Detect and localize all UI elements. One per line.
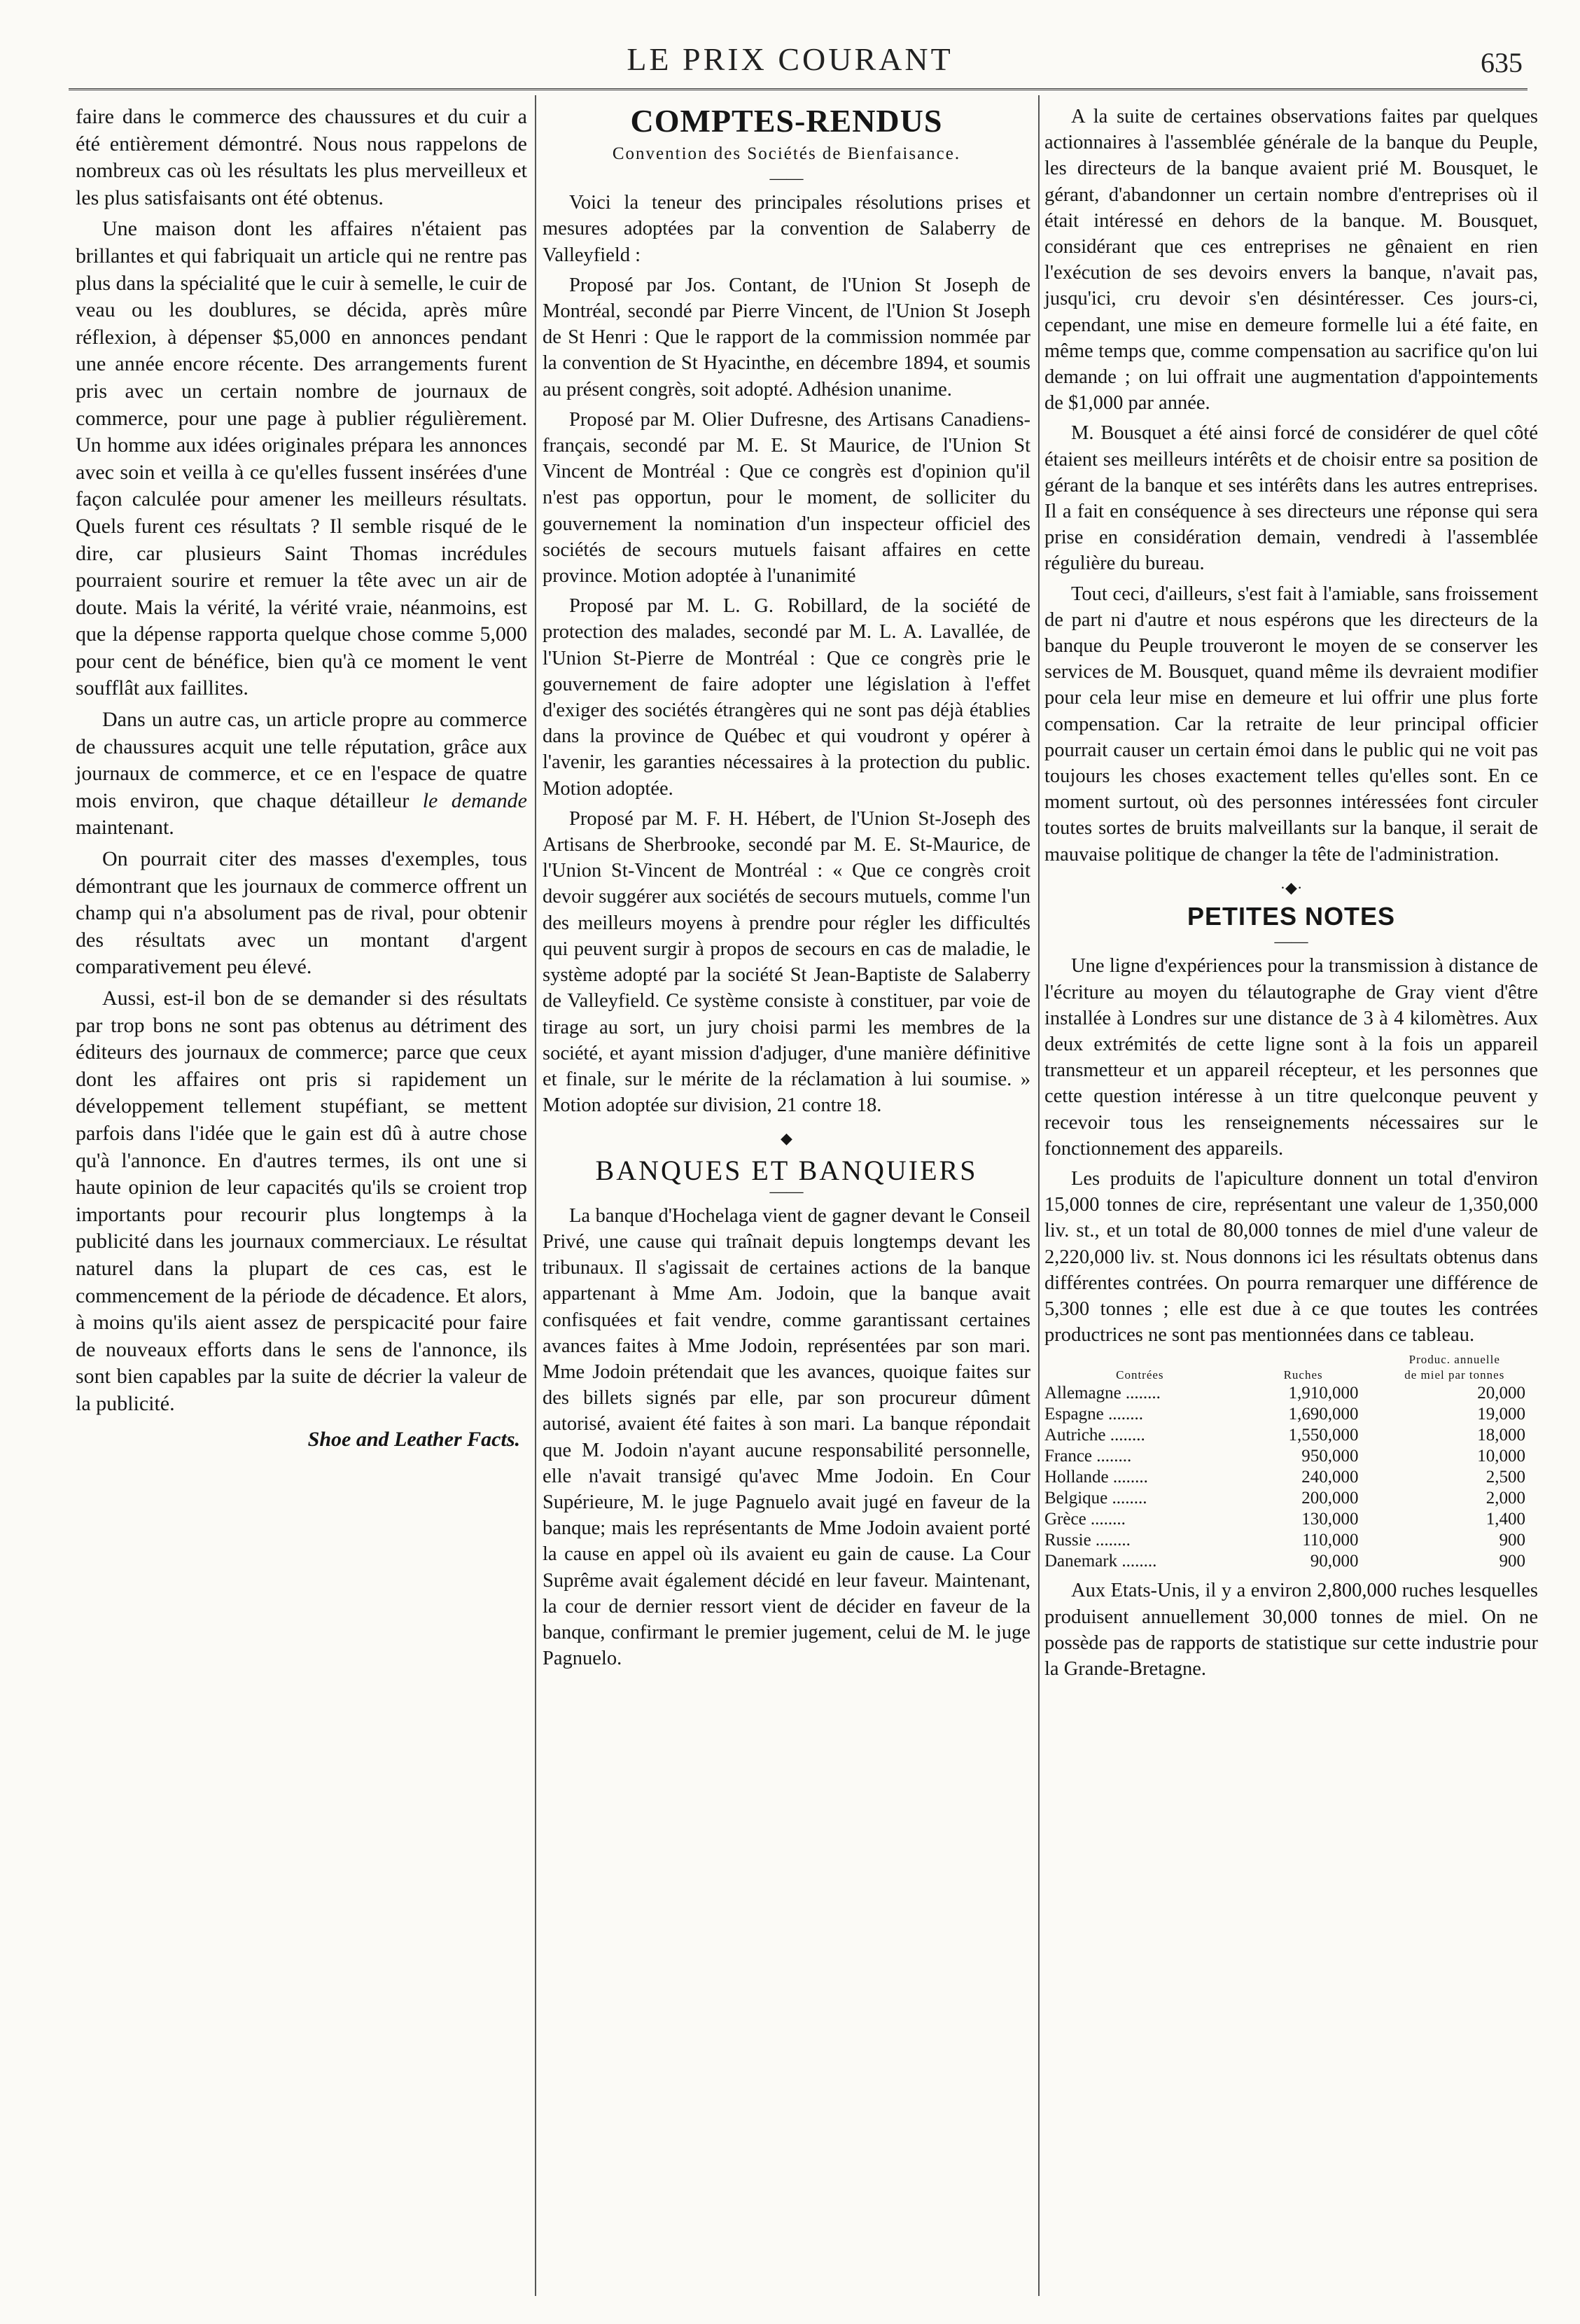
paragraph: faire dans le commerce des chaussures et du cuir a été entièrement démontré. Nous nous rappelons de nombreux cas où les résultats les plus merveilleux et les plus satisfaisants ont été obtenus. [76, 105, 527, 209]
hives-cell: 200,000 [1301, 1489, 1359, 1508]
table-row [1044, 1446, 1538, 1467]
column-header: Contrées [1116, 1368, 1164, 1382]
hives-cell: 90,000 [1310, 1552, 1359, 1571]
column-header: de miel par tonnes [1404, 1368, 1505, 1382]
honey-cell: 2,000 [1485, 1489, 1525, 1508]
paragraph [76, 707, 527, 842]
hives-cell: 130,000 [1301, 1510, 1359, 1529]
paragraph: A la suite de certaines observations faites par quelques actionnaires à l'assemblée générale de la banque du Peuple, les directeurs de la banque avaient prié M. Bousquet, le gérant, d'abandonner un certain nombre d'entreprises où il était intéressé en dehors de la banque. M. Bousquet, considérant que ces entreprises ne gênaient en rien l'exécution de ses devoirs envers la banque, n'avait pas, jusqu'ici, cru devoir s'en désintéresser. Ces jours-ci, cependant, une mise en demeure formelle lui a été faite, en même temps que, comme compensation au sacrifice qu'on lui demande ; on lui offrait une augmentation d'appointements de $1,000 par année. [1044, 106, 1538, 415]
section-title-comptes-rendus: COMPTES-RENDUS [630, 103, 943, 139]
honey-cell: 900 [1499, 1531, 1525, 1550]
honey-cell: 10,000 [1477, 1447, 1525, 1466]
country-cell: Hollande ........ [1044, 1468, 1148, 1487]
italic-phrase: le demande [422, 788, 528, 812]
table-row [1044, 1488, 1538, 1509]
honey-cell: 19,000 [1477, 1405, 1525, 1424]
hives-cell: 950,000 [1301, 1447, 1359, 1466]
divider-dash: —— [769, 169, 804, 188]
section-title-banques: BANQUES ET BANQUIERS [595, 1154, 978, 1186]
country-cell: Autriche ........ [1044, 1426, 1145, 1445]
paragraph: Proposé par Jos. Contant, de l'Union St Joseph de Montréal, secondé par Pierre Vincent, de l'Union St Joseph de St Henri : Que le rapport de la commission nommée par la convention de St Hyacinthe, en décembre 1894, et soumis au présent congrès, soit adopté. Adhésion unanime. [543, 274, 1030, 401]
paragraph: On pourrait citer des masses d'exemples, tous démontrant que les journaux de commerce offrent un champ qui n'a absolument pas de rival, pour obtenir des résultats avec un montant d'argent comparativement peu élevé. [76, 847, 527, 979]
honey-cell: 1,400 [1485, 1510, 1525, 1529]
paragraph: Proposé par M. F. H. Hébert, de l'Union St-Joseph des Artisans de Sherbrooke, secondé par M. E. St-Maurice, de l'Union St-Vincent de Montréal : « Que ce congrès croit devoir suggérer aux sociétés de secours mutuels, comme l'un des meilleurs moyens à prendre pour régler les difficultés qui peuvent surgir à propos de secours en cas de maladie, le système adopté par la société St Jean-Baptiste de Salaberry de Valleyfield. Ce système consiste à constituer, par voie de tirage au sort, un jury choisi parmi les membres de la société, et ayant mission d'adjuger, d'une manière définitive et finale, sur le mérite de la réclamation à lui soumise. » Motion adoptée sur division, 21 contre 18. [543, 807, 1030, 1117]
paragraph: La banque d'Hochelaga vient de gagner devant le Conseil Privé, une cause qui traînait depuis longtemps devant les tribunaux. Il s'agissait de certaines actions de la banque appartenant à Mme Am. Jodoin, que la banque avait confisquées et fait vendre, comme garantissant certaines avances faites à Mme Jodoin, représentées par son mari. Mme Jodoin prétendait que les avances, quoique faites sur des billets signés par elle, par son procureur dûment autorisé, avaient été faites à son mari. La banque répondait que M. Jodoin n'ayant aucune responsabilité personnelle, elle n'avait transigé qu'avec Mme Jodoin. En Cour Supérieure, M. le juge Pagnuelo avait jugé en faveur de la banque; mais les représentants de Mme Jodoin avaient porté la cause en appel où ils avaient eu gain de cause. La Cour Suprême avait également décidé en leur faveur. Maintenant, la cour de dernier ressort vient de décider en faveur de la banque, confirmant le premier jugement, celui de M. le juge Pagnuelo. [543, 1204, 1030, 1670]
page-header [0, 0, 1580, 98]
header-rule [69, 88, 1527, 90]
publication-title: LE PRIX COURANT [627, 41, 953, 77]
honey-cell: 900 [1499, 1552, 1525, 1571]
section-title-petites-notes: PETITES NOTES [1187, 902, 1396, 931]
column-left [76, 104, 527, 1453]
hives-cell: 1,910,000 [1288, 1384, 1359, 1403]
honey-cell: 18,000 [1477, 1426, 1525, 1445]
paragraph: Les produits de l'apiculture donnent un total d'environ 15,000 tonnes de cire, représentant une valeur de 1,350,000 liv. st., et un total de 80,000 tonnes de miel d'une valeur de 2,220,000 liv. st. Nous donnons ici les résultats obtenus dans différentes contrées. On pourra remarquer une différence de 5,300 tonnes ; elle est due à ce que toutes les contrées productrices ne sont pas mentionnées dans ce tableau. [1044, 1167, 1538, 1347]
page-number: 635 [1481, 47, 1523, 78]
paragraph: M. Bousquet a été ainsi forcé de considérer de quel côté étaient ses meilleurs intérêts et de choisir entre sa position de gérant de la banque et ses intérêts dans les autres entreprises. Il a fait en conséquence à ses directeurs une réponse qui sera prise en considération demain, vendredi à l'assemblée régulière du bureau. [1044, 422, 1538, 575]
country-cell: Russie ........ [1044, 1531, 1131, 1550]
hives-cell: 240,000 [1301, 1468, 1359, 1487]
paragraph-text: maintenant. [76, 816, 174, 840]
section-subheading: Convention des Sociétés de Bienfaisance. [612, 144, 961, 164]
column-header: Ruches [1283, 1368, 1323, 1382]
table-header-row [1044, 1368, 1538, 1383]
hives-cell: 1,550,000 [1288, 1426, 1359, 1445]
honey-cell: 20,000 [1477, 1384, 1525, 1403]
paragraph: Proposé par M. L. G. Robillard, de la société de protection des malades, secondé par M. L. A. Lavallée, de l'Union St-Pierre de Montréal : Que ce congrès prie le gouvernement de faire adopter une législation à l'effet d'exiger des sociétés étrangères qui ne sont pas déjà établies dans la province de Québec et qui voudront y opérer à l'avenir, les garanties nécessaires à la protection du public. Motion adoptée. [543, 595, 1030, 800]
paragraph: Tout ceci, d'ailleurs, s'est fait à l'amiable, sans froissement de part ni d'autre et nous espérons que les directeurs de la banque du Peuple trouveront le moyen de se conserver les services de M. Bousquet, quand même ils devraient modifier pour cela leur mise en demeure et lui offrir une plus forte compensation. Car la retraite de leur principal officier pourrait causer un certain émoi dans le public qui ne voit pas toujours les choses exactement telles qu'elles sont. En ce moment surtout, où des personnes intéressées font circuler toutes sortes de bruits malveillants sur la banque, il serait de mauvaise politique de changer la tête de l'administration. [1044, 583, 1538, 865]
table-row [1044, 1530, 1538, 1551]
hives-cell: 1,690,000 [1288, 1405, 1359, 1424]
paragraph: Proposé par M. Olier Dufresne, des Artisans Canadiens-français, secondé par M. E. St Maurice, de l'Union St Vincent de Montréal : Que ce congrès est d'opinion qu'il n'est pas opportun, pour le moment, de solliciter du gouvernement la nomination d'un inspecteur officiel des sociétés de secours mutuels faisant affaires en cette province. Motion adoptée à l'unanimité [543, 408, 1030, 587]
country-cell: Belgique ........ [1044, 1489, 1147, 1508]
paragraph: Aux Etats-Unis, il y a environ 2,800,000 ruches lesquelles produisent annuellement 30,000 tonnes de miel. On ne possède pas de rapports de statistique sur cette industrie pour la Grande-Bretagne. [1044, 1580, 1538, 1680]
column-middle [543, 104, 1030, 1676]
column-right [1044, 104, 1538, 1686]
hives-cell: 110,000 [1302, 1531, 1359, 1550]
paragraph: Une ligne d'expériences pour la transmission à distance de l'écriture au moyen du télautographe de Gray vient d'être installée à Londres sur une distance de 3 à 4 kilomètres. Aux deux extrémités de cette ligne sont à la fois un appareil transmetteur et un appareil récepteur, et les personnes que cette question intéresse à un titre quelconque peuvent y recevoir tous les renseignements nécessaires sur le fonctionnement des appareils. [1044, 955, 1538, 1160]
column-divider [1038, 95, 1040, 2296]
article-source: Shoe and Leather Facts. [307, 1427, 520, 1451]
table-row [1044, 1551, 1538, 1572]
country-cell: Grèce ........ [1044, 1510, 1126, 1529]
table-row [1044, 1467, 1538, 1488]
country-cell: Allemagne ........ [1044, 1384, 1161, 1403]
paragraph: Une maison dont les affaires n'étaient pas brillantes et qui fabriquait un article qui ne rentre pas plus dans la spécialité que le cuir à semelle, le cuir de veau ou les doublures, se décida, après mûre réflexion, à dépenser $5,000 en annonces pendant une année encore récente. Des arrangements furent pris avec un certain nombre de journaux de commerce, pour une page à publier régulièrement. Un homme aux idées originales prépara les annonces avec soin et veilla à ce qu'elles fussent insérées d'une façon calculée pour amener les meilleurs résultats. Quels furent ces résultats ? Il semble risqué de le dire, car plusieurs Saint Thomas incrédules pourraient sourire et remuer la tête avec un air de doute. Mais la vérité, la vérité vraie, néanmoins, est que la dépense rapporta quelque chose comme 5,000 pour cent de bénéfice, bien qu'à ce moment le vent soufflât aux faillites. [76, 217, 527, 700]
country-cell: Espagne ........ [1044, 1405, 1143, 1424]
paragraph: Voici la teneur des principales résolutions prises et mesures adoptées par la convention de Salaberry de Valleyfield : [543, 192, 1030, 266]
paragraph: Aussi, est-il bon de se demander si des résultats par trop bons ne sont pas obtenus au détriment des éditeurs des journaux de commerce; parce que ceux dont les affaires ont pris si rapidement un développement tellement stupéfiant, se mettent parfois dans l'idée que le gain est dû à autre chose qu'à l'annonce. En d'autres termes, ils ont une si haute opinion de leur capacités qu'ils se croient trop importants pour recourir plus longtemps à la publicité dans les journaux commerciaux. Le résultat naturel dans la plupart de ces cas, est le commencement de la période de décadence. Et alors, à moins qu'ils aient assez de perspicacité pour faire de nouveaux efforts dans le sens de l'annonce, ils sont bien capables par la suite de décrier la valeur de la publicité. [76, 987, 527, 1415]
ornament-diamond-icon: ·◆· [1280, 878, 1303, 896]
table-row [1044, 1425, 1538, 1446]
table-row [1044, 1383, 1538, 1404]
ornament-diamond-icon: ◆ [781, 1129, 792, 1148]
honey-production-table [1044, 1352, 1538, 1572]
table-row [1044, 1509, 1538, 1530]
table-header-row [1044, 1352, 1538, 1368]
country-cell: France ........ [1044, 1447, 1132, 1466]
divider-dash: —— [769, 1182, 804, 1201]
country-cell: Danemark ........ [1044, 1552, 1157, 1571]
honey-cell: 2,500 [1485, 1468, 1525, 1487]
table-header-top: Produc. annuelle [1408, 1353, 1500, 1367]
divider-dash: —— [1274, 933, 1308, 952]
paragraph-text: Dans un autre cas, un article propre au commerce de chaussures acquit une telle réputation, grâce aux journaux de commerce, et ce en l'espace de quatre mois environ, que chaque détailleur [76, 708, 527, 812]
table-row [1044, 1404, 1538, 1425]
column-divider [535, 95, 536, 2296]
